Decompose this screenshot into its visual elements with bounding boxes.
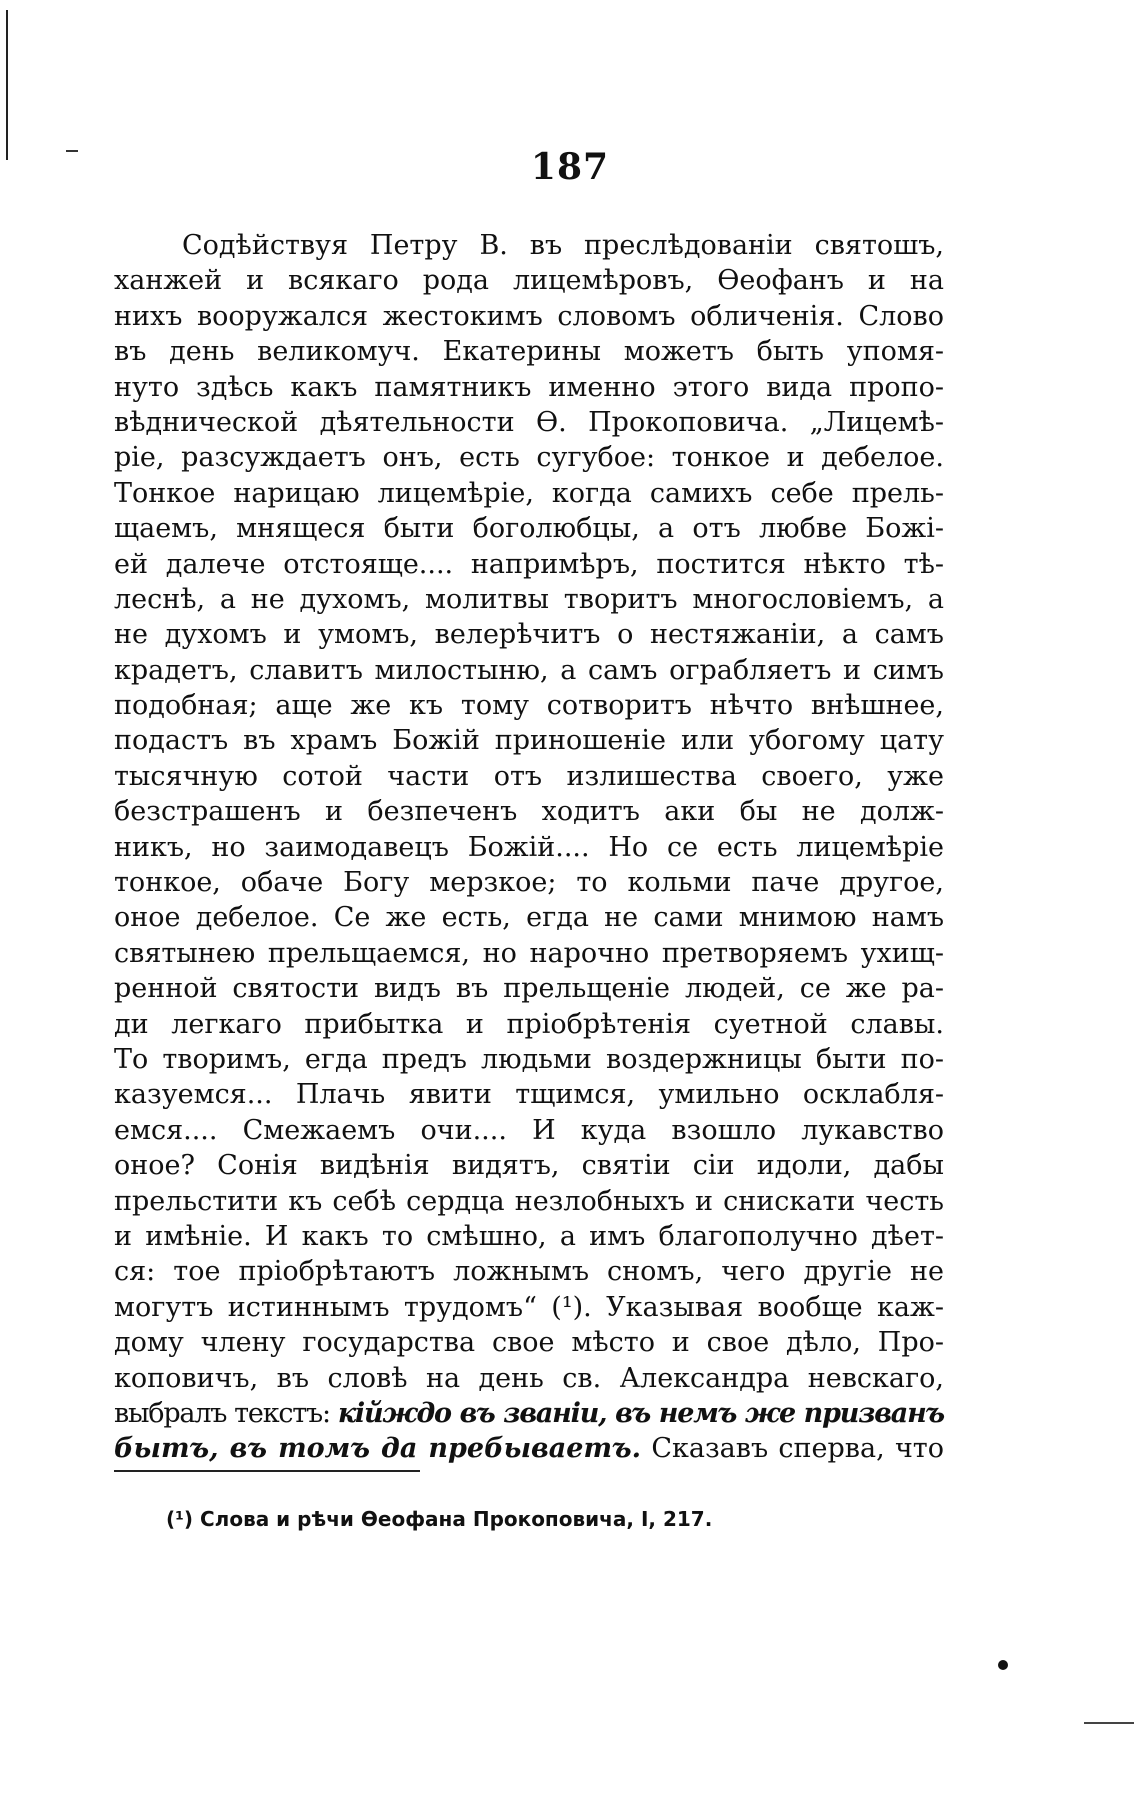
text-line: тонкое, обаче Богу мерзкое; то кольми паче другое, <box>114 867 944 899</box>
text-line: Содѣйствуя Петру В. въ преслѣдованіи святошъ, <box>182 230 944 261</box>
text-line: дому члену государства свое мѣсто и свое дѣло, Про- <box>114 1327 944 1359</box>
scan-mark <box>998 1660 1008 1670</box>
text-line-start: выбралъ текстъ: <box>114 1397 330 1429</box>
text-line: казуемся... Плачь явити тщимся, умильно осклабля- <box>114 1079 944 1111</box>
text-line: могутъ истиннымъ трудомъ“ (¹). Указывая вообще каж- <box>114 1291 944 1323</box>
text-line: ріе, разсуждаетъ онъ, есть сугубое: тонкое и дебелое. <box>114 442 944 474</box>
text-line: никъ, но заимодавецъ Божій.... Но се есть лицемѣріе <box>114 831 944 863</box>
text-line: крадетъ, славитъ милостыню, а самъ ограбляетъ и симъ <box>114 654 944 686</box>
text-line: подастъ въ храмъ Божій приношеніе или убогому цату <box>114 725 944 757</box>
text-line: леснѣ, а не духомъ, молитвы творитъ многословіемъ, а <box>114 583 944 615</box>
quoted-text: бытъ, въ томъ да пребываетъ. <box>114 1433 642 1465</box>
text-line: емся.... Смежаемъ очи.... И куда взошло лукавство <box>114 1114 944 1146</box>
footnote: (¹) Слова и рѣчи Ѳеофана Прокоповича, I, 217. <box>166 1507 713 1531</box>
text-line: ся: тое пріобрѣтаютъ ложнымъ сномъ, чего другіе не <box>114 1256 944 1288</box>
text-line-end: Сказавъ сперва, что <box>651 1433 944 1465</box>
text-line: То творимъ, егда предъ людьми воздержницы быти по- <box>114 1043 944 1075</box>
text-line: тысячную сотой части отъ излишества своего, уже <box>114 760 944 792</box>
scan-edge-line <box>1084 1722 1134 1724</box>
text-line: нихъ вооружался жестокимъ словомъ обличенія. Слово <box>114 300 944 332</box>
text-line: безстрашенъ и безпеченъ ходитъ аки бы не долж- <box>114 796 944 828</box>
text-line: подобная; аще же къ тому сотворитъ нѣчто внѣшнее, <box>114 690 944 722</box>
text-line: святынею прельщаемся, но нарочно претворяемъ ухищ- <box>114 937 944 969</box>
text-line: не духомъ и умомъ, велерѣчитъ о нестяжаніи, а самъ <box>114 619 944 651</box>
text-line: ханжей и всякаго рода лицемѣровъ, Ѳеофанъ и на <box>114 265 944 297</box>
text-line: нуто здѣсь какъ памятникъ именно этого вида пропо- <box>114 371 944 403</box>
text-line <box>114 1396 944 1431</box>
text-line <box>114 1431 944 1466</box>
text-line: Тонкое нарицаю лицемѣріе, когда самихъ себе прель- <box>114 477 944 509</box>
text-line: оное? Сонія видѣнія видятъ, святіи сіи идоли, дабы <box>114 1150 944 1182</box>
text-line: ренной святости видъ въ прельщеніе людей, се же ра- <box>114 973 944 1005</box>
text-line: ей далече отстояще.... напримѣръ, постится нѣкто тѣ- <box>114 548 944 580</box>
text-line: прельстити къ себѣ сердца незлобныхъ и снискати честь <box>114 1185 944 1217</box>
text-line: вѣднической дѣятельности Ѳ. Прокоповича. „Лицемѣ- <box>114 406 944 438</box>
text-line: ди легкаго прибытка и пріобрѣтенія суетной славы. <box>114 1008 944 1040</box>
text-line: коповичъ, въ словѣ на день св. Александра невскаго, <box>114 1362 944 1394</box>
page-number: 187 <box>530 146 610 188</box>
body-text <box>114 228 944 1467</box>
text-line: и имѣніе. И какъ то смѣшно, а имъ благополучно дѣет- <box>114 1220 944 1252</box>
scan-edge-line <box>6 10 8 160</box>
text-line: оное дебелое. Се же есть, егда не сами мнимою намъ <box>114 902 944 934</box>
text-line: щаемъ, мнящеся быти боголюбцы, а отъ любве Божі- <box>114 513 944 545</box>
text-line: въ день великомуч. Екатерины можетъ быть упомя- <box>114 336 944 368</box>
quoted-text: кійждо въ званіи, въ немъ же призванъ <box>337 1397 944 1429</box>
footnote-separator <box>114 1470 420 1472</box>
